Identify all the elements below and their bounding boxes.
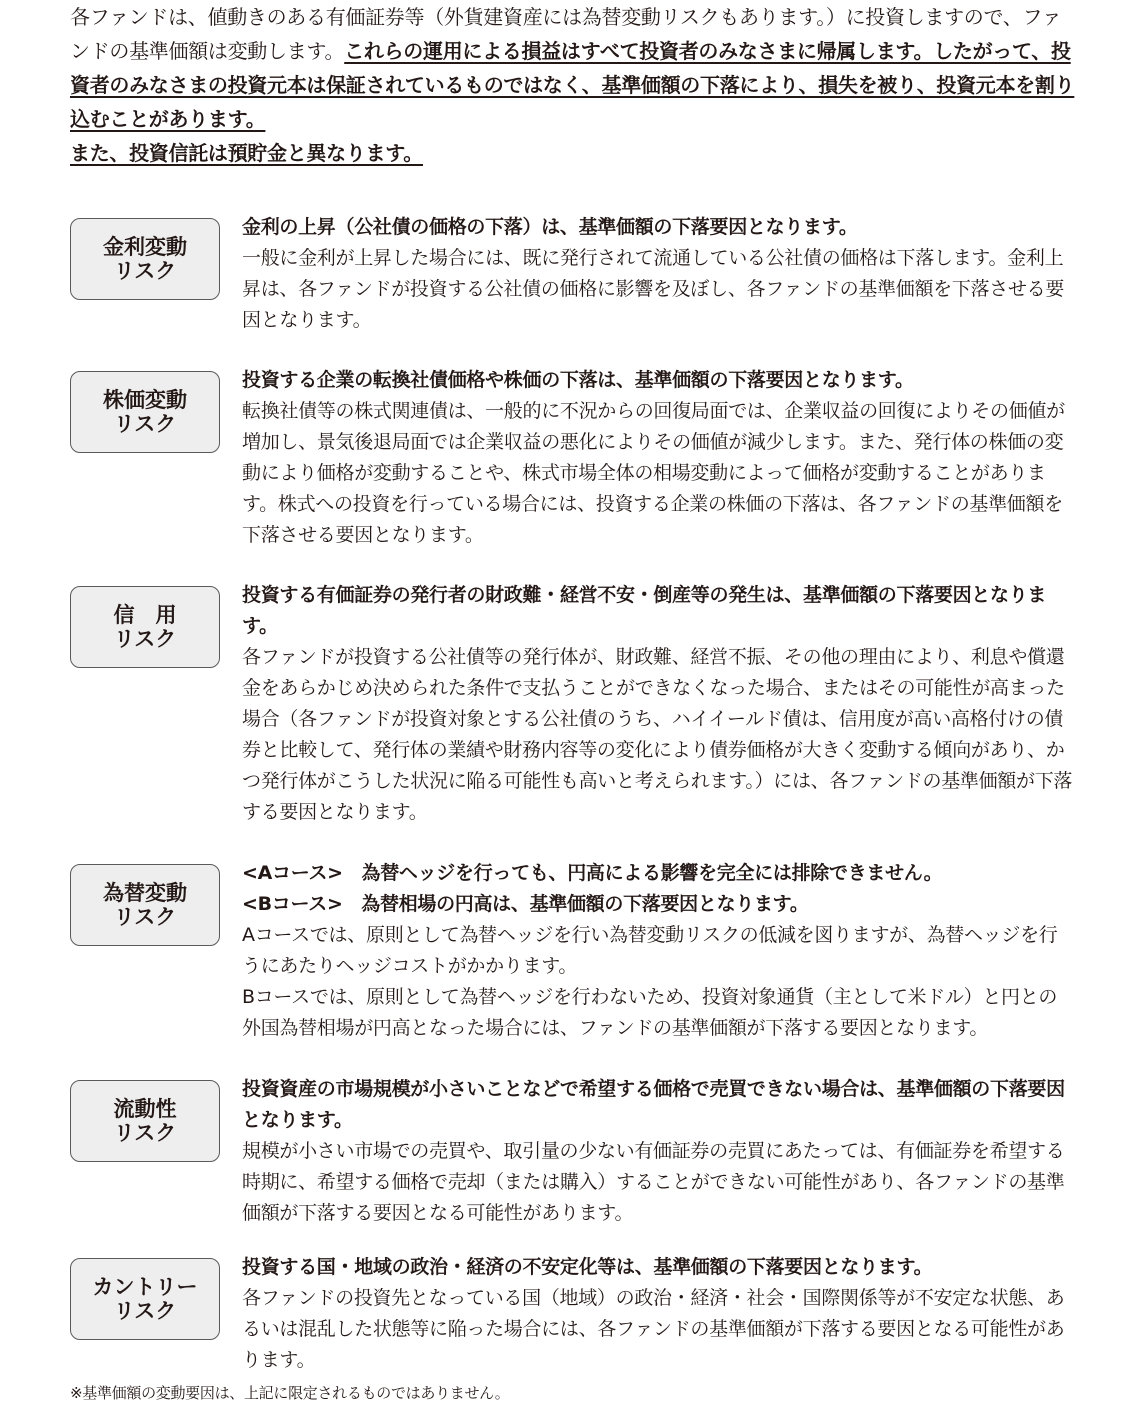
risk-description <box>242 858 1074 1044</box>
intro-paragraph <box>70 0 1080 170</box>
risk-body: 各ファンドの投資先となっている国（地域）の政治・経済・社会・国際関係等が不安定な状態、あるいは混乱した状態等に陥った場合には、各ファンドの基準価額が下落する要因となる可能性があります。 <box>242 1287 1065 1371</box>
risk-body: 規模が小さい市場での売買や、取引量の少ない有価証券の売買にあたっては、有価証券を希望する時期に、希望する価格で売却（または購入）することができない可能性があり、各ファンドの基準価額が下落する要因となる可能性があります。 <box>242 1140 1065 1224</box>
risk-badge: 金利変動 リスク <box>70 218 220 300</box>
risk-badge: 流動性 リスク <box>70 1080 220 1162</box>
risk-heading-course-a: <Aコース> 為替ヘッジを行っても、円高による影響を完全には排除できません。 <box>242 862 943 884</box>
risk-body: 各ファンドが投資する公社債等の発行体が、財政難、経営不振、その他の理由により、利息や償還金をあらかじめ決められた条件で支払うことができなくなった場合、またはその可能性が高まった場合（各ファンドが投資対象とする公社債のうち、ハイイールド債は、信用度が高い高格付けの債券と比較して、発行体の業績や財務内容等の変化により債券価格が大きく変動する傾向があり、かつ発行体がこうした状況に陥る可能性も高いと考えられます。）には、各ファンドの基準価額が下落する要因となります。 <box>242 646 1073 823</box>
intro-text: 各ファンドは、値動きのある有価証券等（外貨建資産には為替変動リスクもあります。）に投資しますので、ファンドの基準価額は変動します。 <box>70 5 1062 63</box>
risk-heading: 投資する有価証券の発行者の財政難・経営不安・倒産等の発生は、基準価額の下落要因となります。 <box>242 584 1047 637</box>
risk-badge: 為替変動 リスク <box>70 864 220 946</box>
risk-body: 一般に金利が上昇した場合には、既に発行されて流通している公社債の価格は下落します。金利上昇は、各ファンドが投資する公社債の価格に影響を及ぼし、各ファンドの基準価額を下落させる要因となります。 <box>242 247 1065 331</box>
risk-badge: 信 用 リスク <box>70 586 220 668</box>
risk-body-course-b: Bコースでは、原則として為替ヘッジを行わないため、投資対象通貨（主として米ドル）と円との外国為替相場が円高となった場合には、ファンドの基準価額が下落する要因となります。 <box>242 986 1058 1039</box>
risk-badge: カントリー リスク <box>70 1258 220 1340</box>
risk-heading: 投資する国・地域の政治・経済の不安定化等は、基準価額の下落要因となります。 <box>242 1256 933 1278</box>
risk-description <box>242 212 1074 336</box>
risk-badge: 株価変動 リスク <box>70 371 220 453</box>
risk-heading-course-b: <Bコース> 為替相場の円高は、基準価額の下落要因となります。 <box>242 893 809 915</box>
intro-emphasis: これらの運用による損益はすべて投資者のみなさまに帰属します。したがって、投資者のみなさまの投資元本は保証されているものではなく、基準価額の下落により、損失を被り、投資元本を割り込むことがあります。 <box>70 39 1075 131</box>
footnote: ※基準価額の変動要因は、上記に限定されるものではありません。 <box>70 1384 510 1402</box>
risk-heading: 投資する企業の転換社債価格や株価の下落は、基準価額の下落要因となります。 <box>242 369 914 391</box>
risk-heading: 金利の上昇（公社債の価格の下落）は、基準価額の下落要因となります。 <box>242 216 858 238</box>
risk-body: 転換社債等の株式関連債は、一般的に不況からの回復局面では、企業収益の回復によりその価値が増加し、景気後退局面では企業収益の悪化によりその価値が減少します。また、発行体の株価の変動により価格が変動することや、株式市場全体の相場変動によって価格が変動することがあります。株式への投資を行っている場合には、投資する企業の株価の下落は、各ファンドの基準価額を下落させる要因となります。 <box>242 400 1065 546</box>
risk-description <box>242 580 1074 828</box>
risk-description <box>242 1074 1074 1229</box>
risk-heading: 投資資産の市場規模が小さいことなどで希望する価格で売買できない場合は、基準価額の下落要因となります。 <box>242 1078 1065 1131</box>
risk-description <box>242 365 1074 551</box>
intro-emphasis-deposit: また、投資信託は預貯金と異なります。 <box>70 141 423 165</box>
risk-description <box>242 1252 1074 1376</box>
risk-body-course-a: Aコースでは、原則として為替ヘッジを行い為替変動リスクの低減を図りますが、為替ヘッジを行うにあたりヘッジコストがかかります。 <box>242 924 1058 977</box>
